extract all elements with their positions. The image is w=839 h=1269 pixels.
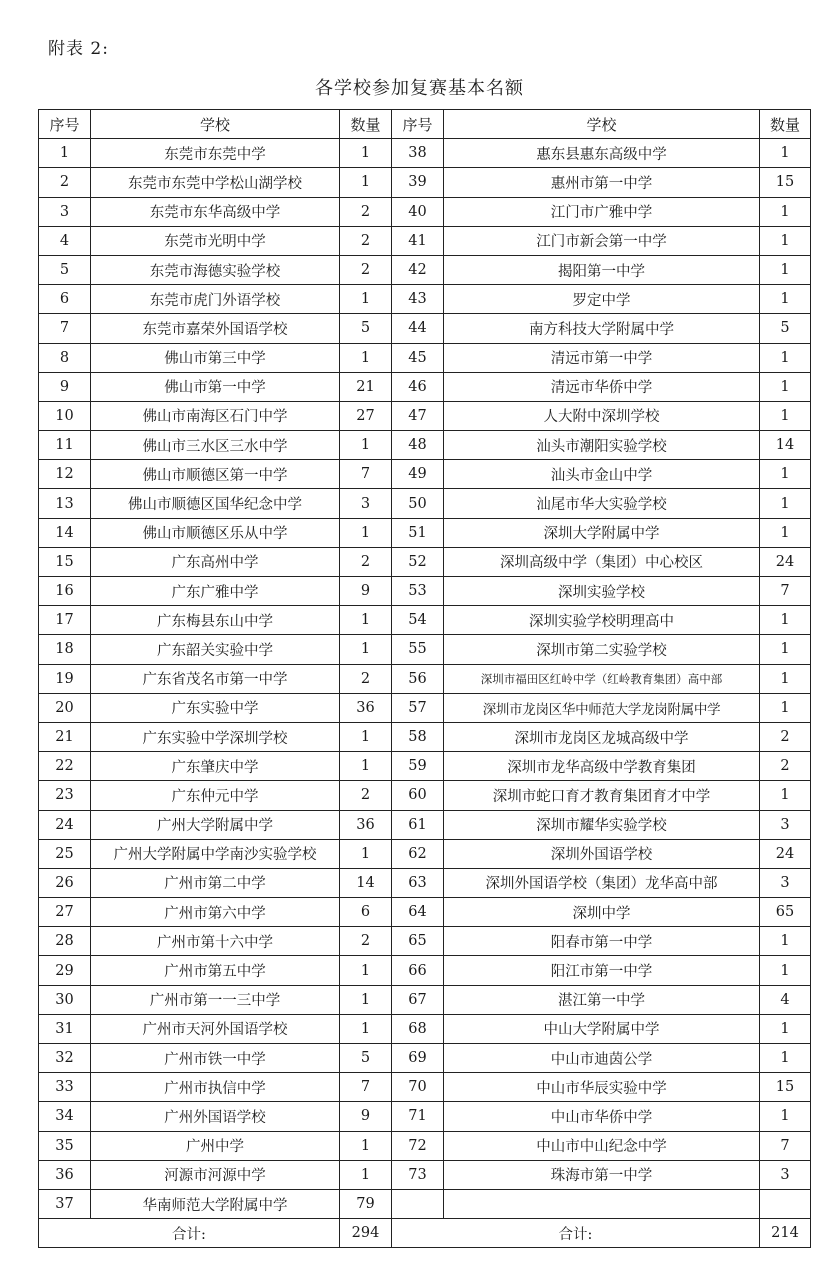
cell-school-right: 阳江市第一中学 <box>444 956 760 985</box>
cell-school-left: 东莞市嘉荣外国语学校 <box>91 314 340 343</box>
cell-count-left: 9 <box>340 1102 392 1131</box>
table-row <box>39 372 811 401</box>
cell-index-right: 73 <box>392 1160 444 1189</box>
cell-index-left: 9 <box>39 372 91 401</box>
cell-index-right: 72 <box>392 1131 444 1160</box>
cell-index-right: 49 <box>392 460 444 489</box>
cell-index-right: 67 <box>392 985 444 1014</box>
cell-school-right: 深圳实验学校明理高中 <box>444 606 760 635</box>
cell-count-right: 1 <box>760 226 811 255</box>
cell-index-right: 42 <box>392 255 444 284</box>
cell-index-right: 66 <box>392 956 444 985</box>
cell-index-right: 44 <box>392 314 444 343</box>
cell-index-right: 70 <box>392 1073 444 1102</box>
cell-count-right: 14 <box>760 431 811 460</box>
table-row <box>39 956 811 985</box>
cell-index-right: 58 <box>392 722 444 751</box>
cell-index-left: 35 <box>39 1131 91 1160</box>
cell-count-right: 3 <box>760 868 811 897</box>
table-row <box>39 898 811 927</box>
cell-school-left: 佛山市顺德区国华纪念中学 <box>91 489 340 518</box>
cell-index-left: 4 <box>39 226 91 255</box>
table-row <box>39 1102 811 1131</box>
cell-count-right: 1 <box>760 635 811 664</box>
cell-school-left: 华南师范大学附属中学 <box>91 1189 340 1218</box>
cell-count-left: 1 <box>340 752 392 781</box>
cell-count-right: 2 <box>760 752 811 781</box>
cell-count-left: 21 <box>340 372 392 401</box>
table-row <box>39 139 811 168</box>
cell-count-left: 1 <box>340 606 392 635</box>
cell-index-right: 55 <box>392 635 444 664</box>
cell-count-left: 1 <box>340 839 392 868</box>
cell-school-right: 深圳市龙岗区龙城高级中学 <box>444 722 760 751</box>
cell-count-right: 1 <box>760 285 811 314</box>
table-row <box>39 868 811 897</box>
cell-school-right: 惠东县惠东高级中学 <box>444 139 760 168</box>
cell-school-right: 惠州市第一中学 <box>444 168 760 197</box>
cell-school-right: 清远市华侨中学 <box>444 372 760 401</box>
total-value-right: 214 <box>760 1219 811 1248</box>
cell-count-left: 2 <box>340 226 392 255</box>
cell-count-right: 3 <box>760 1160 811 1189</box>
table-title: 各学校参加复赛基本名额 <box>315 78 524 99</box>
cell-school-right: 中山市中山纪念中学 <box>444 1131 760 1160</box>
cell-school-right: 南方科技大学附属中学 <box>444 314 760 343</box>
cell-index-right: 57 <box>392 693 444 722</box>
table-row <box>39 1189 811 1218</box>
table-row <box>39 489 811 518</box>
cell-count-left: 5 <box>340 314 392 343</box>
table-row <box>39 664 811 693</box>
col-header-count-left: 数量 <box>340 110 392 139</box>
cell-school-right: 深圳市龙华高级中学教育集团 <box>444 752 760 781</box>
cell-school-right: 汕头市金山中学 <box>444 460 760 489</box>
cell-school-right: 深圳中学 <box>444 898 760 927</box>
cell-school-right: 阳春市第一中学 <box>444 927 760 956</box>
cell-index-left: 36 <box>39 1160 91 1189</box>
table-row <box>39 401 811 430</box>
cell-count-left: 1 <box>340 956 392 985</box>
cell-count-right: 1 <box>760 606 811 635</box>
total-value-left: 294 <box>340 1219 392 1248</box>
cell-index-right: 65 <box>392 927 444 956</box>
col-header-school-left: 学校 <box>91 110 340 139</box>
cell-count-left: 1 <box>340 343 392 372</box>
cell-school-left: 广州市第五中学 <box>91 956 340 985</box>
cell-index-right: 53 <box>392 577 444 606</box>
table-row <box>39 927 811 956</box>
cell-count-right: 65 <box>760 898 811 927</box>
table-row <box>39 460 811 489</box>
cell-index-right: 39 <box>392 168 444 197</box>
cell-index-right: 38 <box>392 139 444 168</box>
table-row <box>39 168 811 197</box>
table-row <box>39 431 811 460</box>
cell-index-right: 56 <box>392 664 444 693</box>
cell-count-left: 7 <box>340 460 392 489</box>
cell-count-left: 1 <box>340 168 392 197</box>
cell-school-right: 深圳市福田区红岭中学（红岭教育集团）高中部 <box>444 664 760 693</box>
cell-count-left: 1 <box>340 985 392 1014</box>
cell-index-right: 52 <box>392 547 444 576</box>
cell-school-left: 广州市第十六中学 <box>91 927 340 956</box>
cell-index-left: 11 <box>39 431 91 460</box>
cell-count-left: 36 <box>340 810 392 839</box>
table-row <box>39 285 811 314</box>
table-row <box>39 255 811 284</box>
cell-school-left: 广东实验中学 <box>91 693 340 722</box>
cell-school-right: 中山市迪茵公学 <box>444 1044 760 1073</box>
attachment-label: 附表 2: <box>48 39 109 59</box>
cell-school-right: 深圳大学附属中学 <box>444 518 760 547</box>
cell-school-left: 广州市执信中学 <box>91 1073 340 1102</box>
cell-index-right: 64 <box>392 898 444 927</box>
cell-count-right <box>760 1189 811 1218</box>
cell-count-left: 1 <box>340 139 392 168</box>
cell-count-left: 79 <box>340 1189 392 1218</box>
table-row <box>39 518 811 547</box>
cell-index-right: 63 <box>392 868 444 897</box>
table-row <box>39 1044 811 1073</box>
cell-school-right: 中山市华辰实验中学 <box>444 1073 760 1102</box>
cell-index-right: 68 <box>392 1014 444 1043</box>
cell-school-left: 佛山市顺德区乐从中学 <box>91 518 340 547</box>
cell-school-left: 广东广雅中学 <box>91 577 340 606</box>
cell-index-left: 22 <box>39 752 91 781</box>
cell-count-right: 3 <box>760 810 811 839</box>
cell-school-left: 东莞市海德实验学校 <box>91 255 340 284</box>
cell-index-left: 32 <box>39 1044 91 1073</box>
total-label-right: 合计: <box>392 1219 760 1248</box>
cell-school-right: 中山大学附属中学 <box>444 1014 760 1043</box>
cell-count-right: 1 <box>760 197 811 226</box>
cell-count-right: 1 <box>760 1014 811 1043</box>
cell-school-left: 广东肇庆中学 <box>91 752 340 781</box>
cell-index-right: 69 <box>392 1044 444 1073</box>
col-header-index-right: 序号 <box>392 110 444 139</box>
cell-school-left: 广州市第六中学 <box>91 898 340 927</box>
cell-count-left: 2 <box>340 927 392 956</box>
cell-school-left: 广州市铁一中学 <box>91 1044 340 1073</box>
table-row <box>39 635 811 664</box>
cell-school-right: 深圳外国语学校 <box>444 839 760 868</box>
table-row <box>39 985 811 1014</box>
cell-index-right: 59 <box>392 752 444 781</box>
cell-index-right: 48 <box>392 431 444 460</box>
cell-count-left: 27 <box>340 401 392 430</box>
table-row <box>39 781 811 810</box>
cell-index-right: 40 <box>392 197 444 226</box>
cell-index-left: 7 <box>39 314 91 343</box>
table-row <box>39 343 811 372</box>
cell-school-left: 东莞市虎门外语学校 <box>91 285 340 314</box>
header-row <box>39 110 811 139</box>
cell-index-left: 6 <box>39 285 91 314</box>
cell-index-left: 37 <box>39 1189 91 1218</box>
cell-count-right: 4 <box>760 985 811 1014</box>
cell-index-left: 16 <box>39 577 91 606</box>
cell-school-left: 东莞市东莞中学 <box>91 139 340 168</box>
table-row <box>39 752 811 781</box>
cell-index-right: 41 <box>392 226 444 255</box>
cell-count-right: 15 <box>760 1073 811 1102</box>
cell-index-left: 29 <box>39 956 91 985</box>
cell-count-right: 1 <box>760 927 811 956</box>
cell-school-right: 汕尾市华大实验学校 <box>444 489 760 518</box>
cell-index-left: 12 <box>39 460 91 489</box>
cell-count-left: 14 <box>340 868 392 897</box>
cell-school-left: 广东省茂名市第一中学 <box>91 664 340 693</box>
cell-index-left: 23 <box>39 781 91 810</box>
cell-count-left: 2 <box>340 781 392 810</box>
table-row <box>39 606 811 635</box>
cell-count-right: 1 <box>760 489 811 518</box>
cell-school-right: 深圳市耀华实验学校 <box>444 810 760 839</box>
cell-count-right: 1 <box>760 781 811 810</box>
cell-count-left: 5 <box>340 1044 392 1073</box>
cell-school-right: 深圳实验学校 <box>444 577 760 606</box>
cell-index-left: 8 <box>39 343 91 372</box>
total-label-left: 合计: <box>39 1219 340 1248</box>
cell-school-left: 广州外国语学校 <box>91 1102 340 1131</box>
table-row <box>39 1160 811 1189</box>
cell-school-right: 深圳市龙岗区华中师范大学龙岗附属中学 <box>444 693 760 722</box>
cell-index-right: 54 <box>392 606 444 635</box>
cell-count-right: 1 <box>760 956 811 985</box>
cell-index-right: 50 <box>392 489 444 518</box>
table-row <box>39 1014 811 1043</box>
cell-index-left: 25 <box>39 839 91 868</box>
table-row <box>39 1073 811 1102</box>
cell-index-left: 20 <box>39 693 91 722</box>
cell-count-left: 6 <box>340 898 392 927</box>
cell-index-left: 19 <box>39 664 91 693</box>
cell-index-left: 33 <box>39 1073 91 1102</box>
cell-school-left: 佛山市南海区石门中学 <box>91 401 340 430</box>
cell-school-left: 佛山市第三中学 <box>91 343 340 372</box>
table-row <box>39 314 811 343</box>
cell-school-right: 江门市新会第一中学 <box>444 226 760 255</box>
cell-count-left: 1 <box>340 722 392 751</box>
cell-school-right: 湛江第一中学 <box>444 985 760 1014</box>
cell-school-left: 广东仲元中学 <box>91 781 340 810</box>
cell-school-right: 揭阳第一中学 <box>444 255 760 284</box>
cell-school-right: 深圳市第二实验学校 <box>444 635 760 664</box>
table-row <box>39 810 811 839</box>
cell-index-right: 47 <box>392 401 444 430</box>
cell-index-left: 15 <box>39 547 91 576</box>
cell-index-right: 51 <box>392 518 444 547</box>
cell-school-left: 广州市天河外国语学校 <box>91 1014 340 1043</box>
cell-school-left: 河源市河源中学 <box>91 1160 340 1189</box>
table-row <box>39 1131 811 1160</box>
cell-count-right: 1 <box>760 1102 811 1131</box>
cell-index-left: 13 <box>39 489 91 518</box>
table-row <box>39 839 811 868</box>
cell-count-left: 2 <box>340 255 392 284</box>
cell-school-left: 广东实验中学深圳学校 <box>91 722 340 751</box>
cell-index-left: 2 <box>39 168 91 197</box>
cell-count-left: 3 <box>340 489 392 518</box>
cell-index-right: 61 <box>392 810 444 839</box>
cell-school-left: 东莞市光明中学 <box>91 226 340 255</box>
cell-school-right: 清远市第一中学 <box>444 343 760 372</box>
cell-school-right: 珠海市第一中学 <box>444 1160 760 1189</box>
cell-index-left: 5 <box>39 255 91 284</box>
cell-index-left: 1 <box>39 139 91 168</box>
cell-count-left: 9 <box>340 577 392 606</box>
cell-index-right: 46 <box>392 372 444 401</box>
cell-count-right: 1 <box>760 1044 811 1073</box>
cell-count-right: 5 <box>760 314 811 343</box>
cell-count-right: 7 <box>760 577 811 606</box>
cell-index-left: 30 <box>39 985 91 1014</box>
cell-count-left: 1 <box>340 1160 392 1189</box>
table-row <box>39 547 811 576</box>
table-row <box>39 577 811 606</box>
cell-count-right: 1 <box>760 343 811 372</box>
cell-index-left: 34 <box>39 1102 91 1131</box>
cell-school-left: 广东梅县东山中学 <box>91 606 340 635</box>
cell-count-right: 1 <box>760 693 811 722</box>
cell-count-left: 7 <box>340 1073 392 1102</box>
cell-school-left: 东莞市东莞中学松山湖学校 <box>91 168 340 197</box>
quota-table <box>38 109 811 1248</box>
cell-school-right: 深圳高级中学（集团）中心校区 <box>444 547 760 576</box>
cell-school-right <box>444 1189 760 1218</box>
cell-school-left: 广东高州中学 <box>91 547 340 576</box>
cell-index-right: 71 <box>392 1102 444 1131</box>
cell-index-right: 43 <box>392 285 444 314</box>
cell-index-left: 18 <box>39 635 91 664</box>
cell-count-left: 36 <box>340 693 392 722</box>
cell-index-right: 62 <box>392 839 444 868</box>
col-header-index-left: 序号 <box>39 110 91 139</box>
cell-count-right: 1 <box>760 139 811 168</box>
table-row <box>39 693 811 722</box>
cell-school-right: 罗定中学 <box>444 285 760 314</box>
cell-count-right: 1 <box>760 372 811 401</box>
cell-index-left: 14 <box>39 518 91 547</box>
table-row <box>39 197 811 226</box>
cell-school-left: 佛山市三水区三水中学 <box>91 431 340 460</box>
cell-index-left: 26 <box>39 868 91 897</box>
cell-count-left: 2 <box>340 664 392 693</box>
cell-school-left: 广州大学附属中学 <box>91 810 340 839</box>
cell-school-right: 中山市华侨中学 <box>444 1102 760 1131</box>
table-row <box>39 722 811 751</box>
cell-school-left: 佛山市顺德区第一中学 <box>91 460 340 489</box>
cell-count-right: 1 <box>760 664 811 693</box>
cell-count-right: 24 <box>760 839 811 868</box>
cell-count-right: 2 <box>760 722 811 751</box>
cell-count-right: 15 <box>760 168 811 197</box>
cell-index-left: 3 <box>39 197 91 226</box>
cell-count-left: 2 <box>340 197 392 226</box>
cell-count-right: 1 <box>760 460 811 489</box>
cell-school-left: 广州中学 <box>91 1131 340 1160</box>
cell-index-left: 21 <box>39 722 91 751</box>
cell-school-right: 汕头市潮阳实验学校 <box>444 431 760 460</box>
table-row <box>39 226 811 255</box>
cell-index-right: 60 <box>392 781 444 810</box>
cell-count-left: 1 <box>340 431 392 460</box>
cell-count-left: 1 <box>340 518 392 547</box>
cell-school-right: 深圳市蛇口育才教育集团育才中学 <box>444 781 760 810</box>
cell-school-left: 广州市第一一三中学 <box>91 985 340 1014</box>
cell-count-right: 24 <box>760 547 811 576</box>
cell-count-left: 1 <box>340 635 392 664</box>
cell-count-left: 1 <box>340 285 392 314</box>
col-header-school-right: 学校 <box>444 110 760 139</box>
cell-count-right: 1 <box>760 255 811 284</box>
totals-row <box>39 1219 811 1248</box>
cell-count-right: 7 <box>760 1131 811 1160</box>
cell-index-left: 31 <box>39 1014 91 1043</box>
cell-count-left: 1 <box>340 1131 392 1160</box>
cell-index-left: 17 <box>39 606 91 635</box>
cell-index-left: 27 <box>39 898 91 927</box>
cell-index-right <box>392 1189 444 1218</box>
cell-school-left: 广州大学附属中学南沙实验学校 <box>91 839 340 868</box>
cell-index-right: 45 <box>392 343 444 372</box>
cell-school-right: 深圳外国语学校（集团）龙华高中部 <box>444 868 760 897</box>
cell-school-left: 广东韶关实验中学 <box>91 635 340 664</box>
cell-school-left: 东莞市东华高级中学 <box>91 197 340 226</box>
col-header-count-right: 数量 <box>760 110 811 139</box>
cell-index-left: 24 <box>39 810 91 839</box>
cell-count-left: 1 <box>340 1014 392 1043</box>
cell-count-right: 1 <box>760 518 811 547</box>
cell-count-left: 2 <box>340 547 392 576</box>
cell-school-left: 佛山市第一中学 <box>91 372 340 401</box>
cell-school-right: 江门市广雅中学 <box>444 197 760 226</box>
cell-school-right: 人大附中深圳学校 <box>444 401 760 430</box>
cell-school-left: 广州市第二中学 <box>91 868 340 897</box>
cell-index-left: 28 <box>39 927 91 956</box>
cell-index-left: 10 <box>39 401 91 430</box>
cell-count-right: 1 <box>760 401 811 430</box>
